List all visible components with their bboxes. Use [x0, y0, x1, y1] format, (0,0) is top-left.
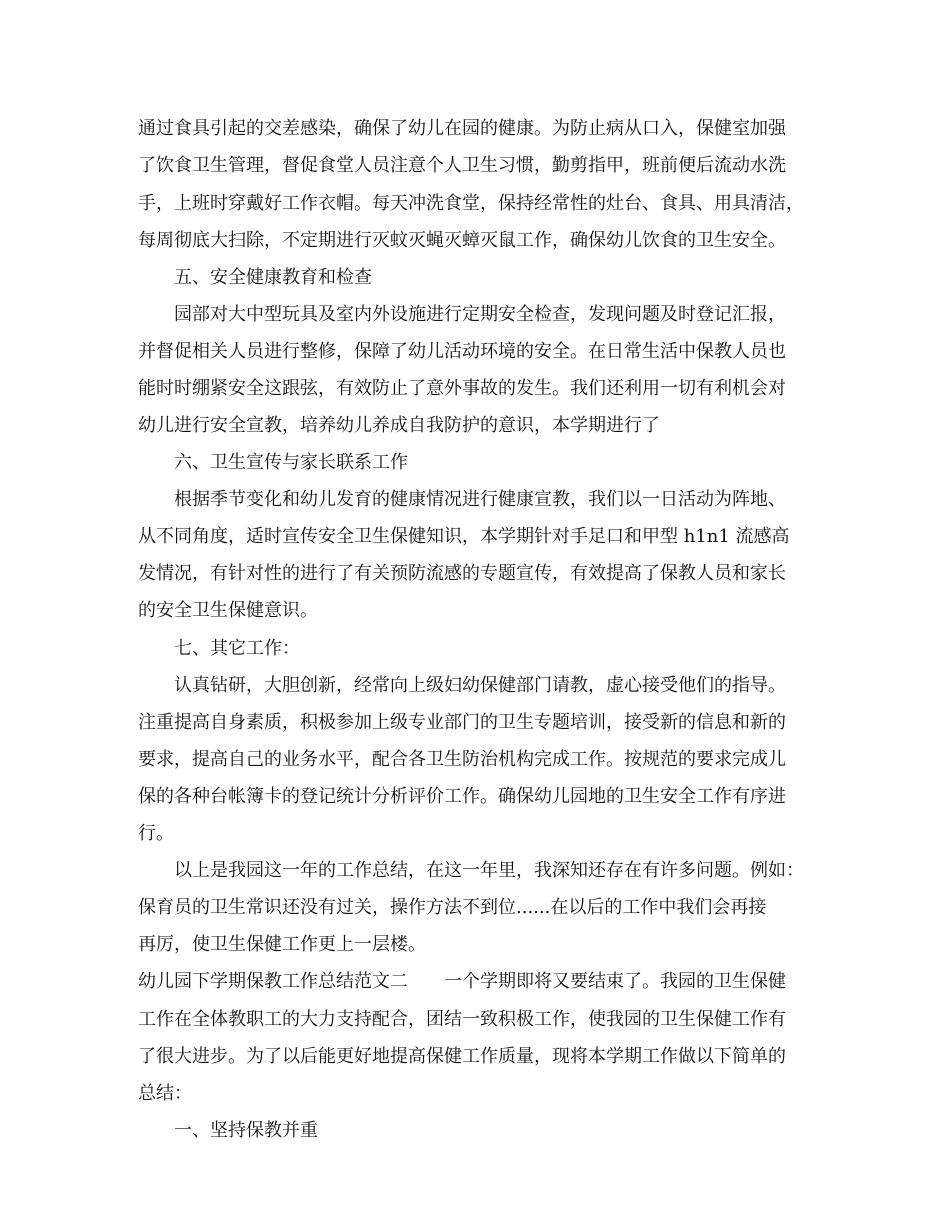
paragraph-line: 以上是我园这一年的工作总结，在这一年里，我深知还存在有许多问题。例如：	[174, 860, 804, 881]
section-heading: 七、其它工作：	[174, 638, 300, 659]
section-heading: 一、坚持保教并重	[174, 1120, 318, 1141]
paragraph-line: 根据季节变化和幼儿发育的健康情况进行健康宣教，我们以一日活动为阵地、	[174, 489, 786, 510]
section-heading: 六、卫生宣传与家长联系工作	[174, 452, 408, 473]
paragraph-line: 幼儿进行安全宣教，培养幼儿养成自我防护的意识，本学期进行了	[138, 415, 660, 436]
paragraph-line: 了饮食卫生管理，督促食堂人员注意个人卫生习惯，勤剪指甲，班前便后流动水洗	[138, 155, 786, 176]
paragraph-line: 保的各种台帐簿卡的登记统计分析评价工作。确保幼儿园地的卫生安全工作有序进	[138, 786, 786, 807]
paragraph-line: 保育员的卫生常识还没有过关，操作方法不到位......在以后的工作中我们会再接	[138, 897, 767, 918]
paragraph-line: 能时时绷紧安全这跟弦，有效防止了意外事故的发生。我们还利用一切有利机会对	[138, 378, 786, 399]
paragraph-line: 手，上班时穿戴好工作衣帽。每天冲洗食堂，保持经常性的灶台、食具、用具清洁，	[138, 193, 804, 214]
paragraph-line: 工作在全体教职工的大力支持配合，团结一致积极工作，使我园的卫生保健工作有	[138, 1009, 786, 1030]
paragraph-line: 了很大进步。为了以后能更好地提高保健工作质量，现将本学期工作做以下简单的	[138, 1046, 786, 1067]
paragraph-line: 认真钻研，大胆创新，经常向上级妇幼保健部门请教，虚心接受他们的指导。	[174, 675, 786, 696]
paragraph-line: 的安全卫生保健意识。	[138, 600, 318, 621]
paragraph-line: 注重提高自身素质，积极参加上级专业部门的卫生专题培训，接受新的信息和新的	[138, 712, 786, 733]
paragraph-line: 再厉，使卫生保健工作更上一层楼。	[138, 934, 426, 955]
paragraph-line: 从不同角度，适时宣传安全卫生保健知识，本学期针对手足口和甲型 h1n1 流感高	[138, 526, 790, 547]
paragraph-line: 通过食具引起的交差感染，确保了幼儿在园的健康。为防止病从口入，保健室加强	[138, 118, 786, 139]
paragraph-line: 每周彻底大扫除，不定期进行灭蚊灭蝇灭蟑灭鼠工作，确保幼儿饮食的卫生安全。	[138, 230, 786, 251]
paragraph-line: 并督促相关人员进行整修，保障了幼儿活动环境的安全。在日常生活中保教人员也	[138, 341, 786, 362]
paragraph-line: 园部对大中型玩具及室内外设施进行定期安全检查，发现问题及时登记汇报，	[174, 304, 786, 325]
paragraph-line: 要求，提高自己的业务水平，配合各卫生防治机构完成工作。按规范的要求完成儿	[138, 749, 786, 770]
paragraph-line: 行。	[138, 823, 174, 844]
document-title-line: 幼儿园下学期保教工作总结范文二 一个学期即将又要结束了。我园的卫生保健	[138, 971, 786, 992]
paragraph-line: 总结：	[138, 1083, 192, 1104]
paragraph-line: 发情况，有针对性的进行了有关预防流感的专题宣传，有效提高了保教人员和家长	[138, 563, 786, 584]
section-heading: 五、安全健康教育和检查	[174, 267, 372, 288]
